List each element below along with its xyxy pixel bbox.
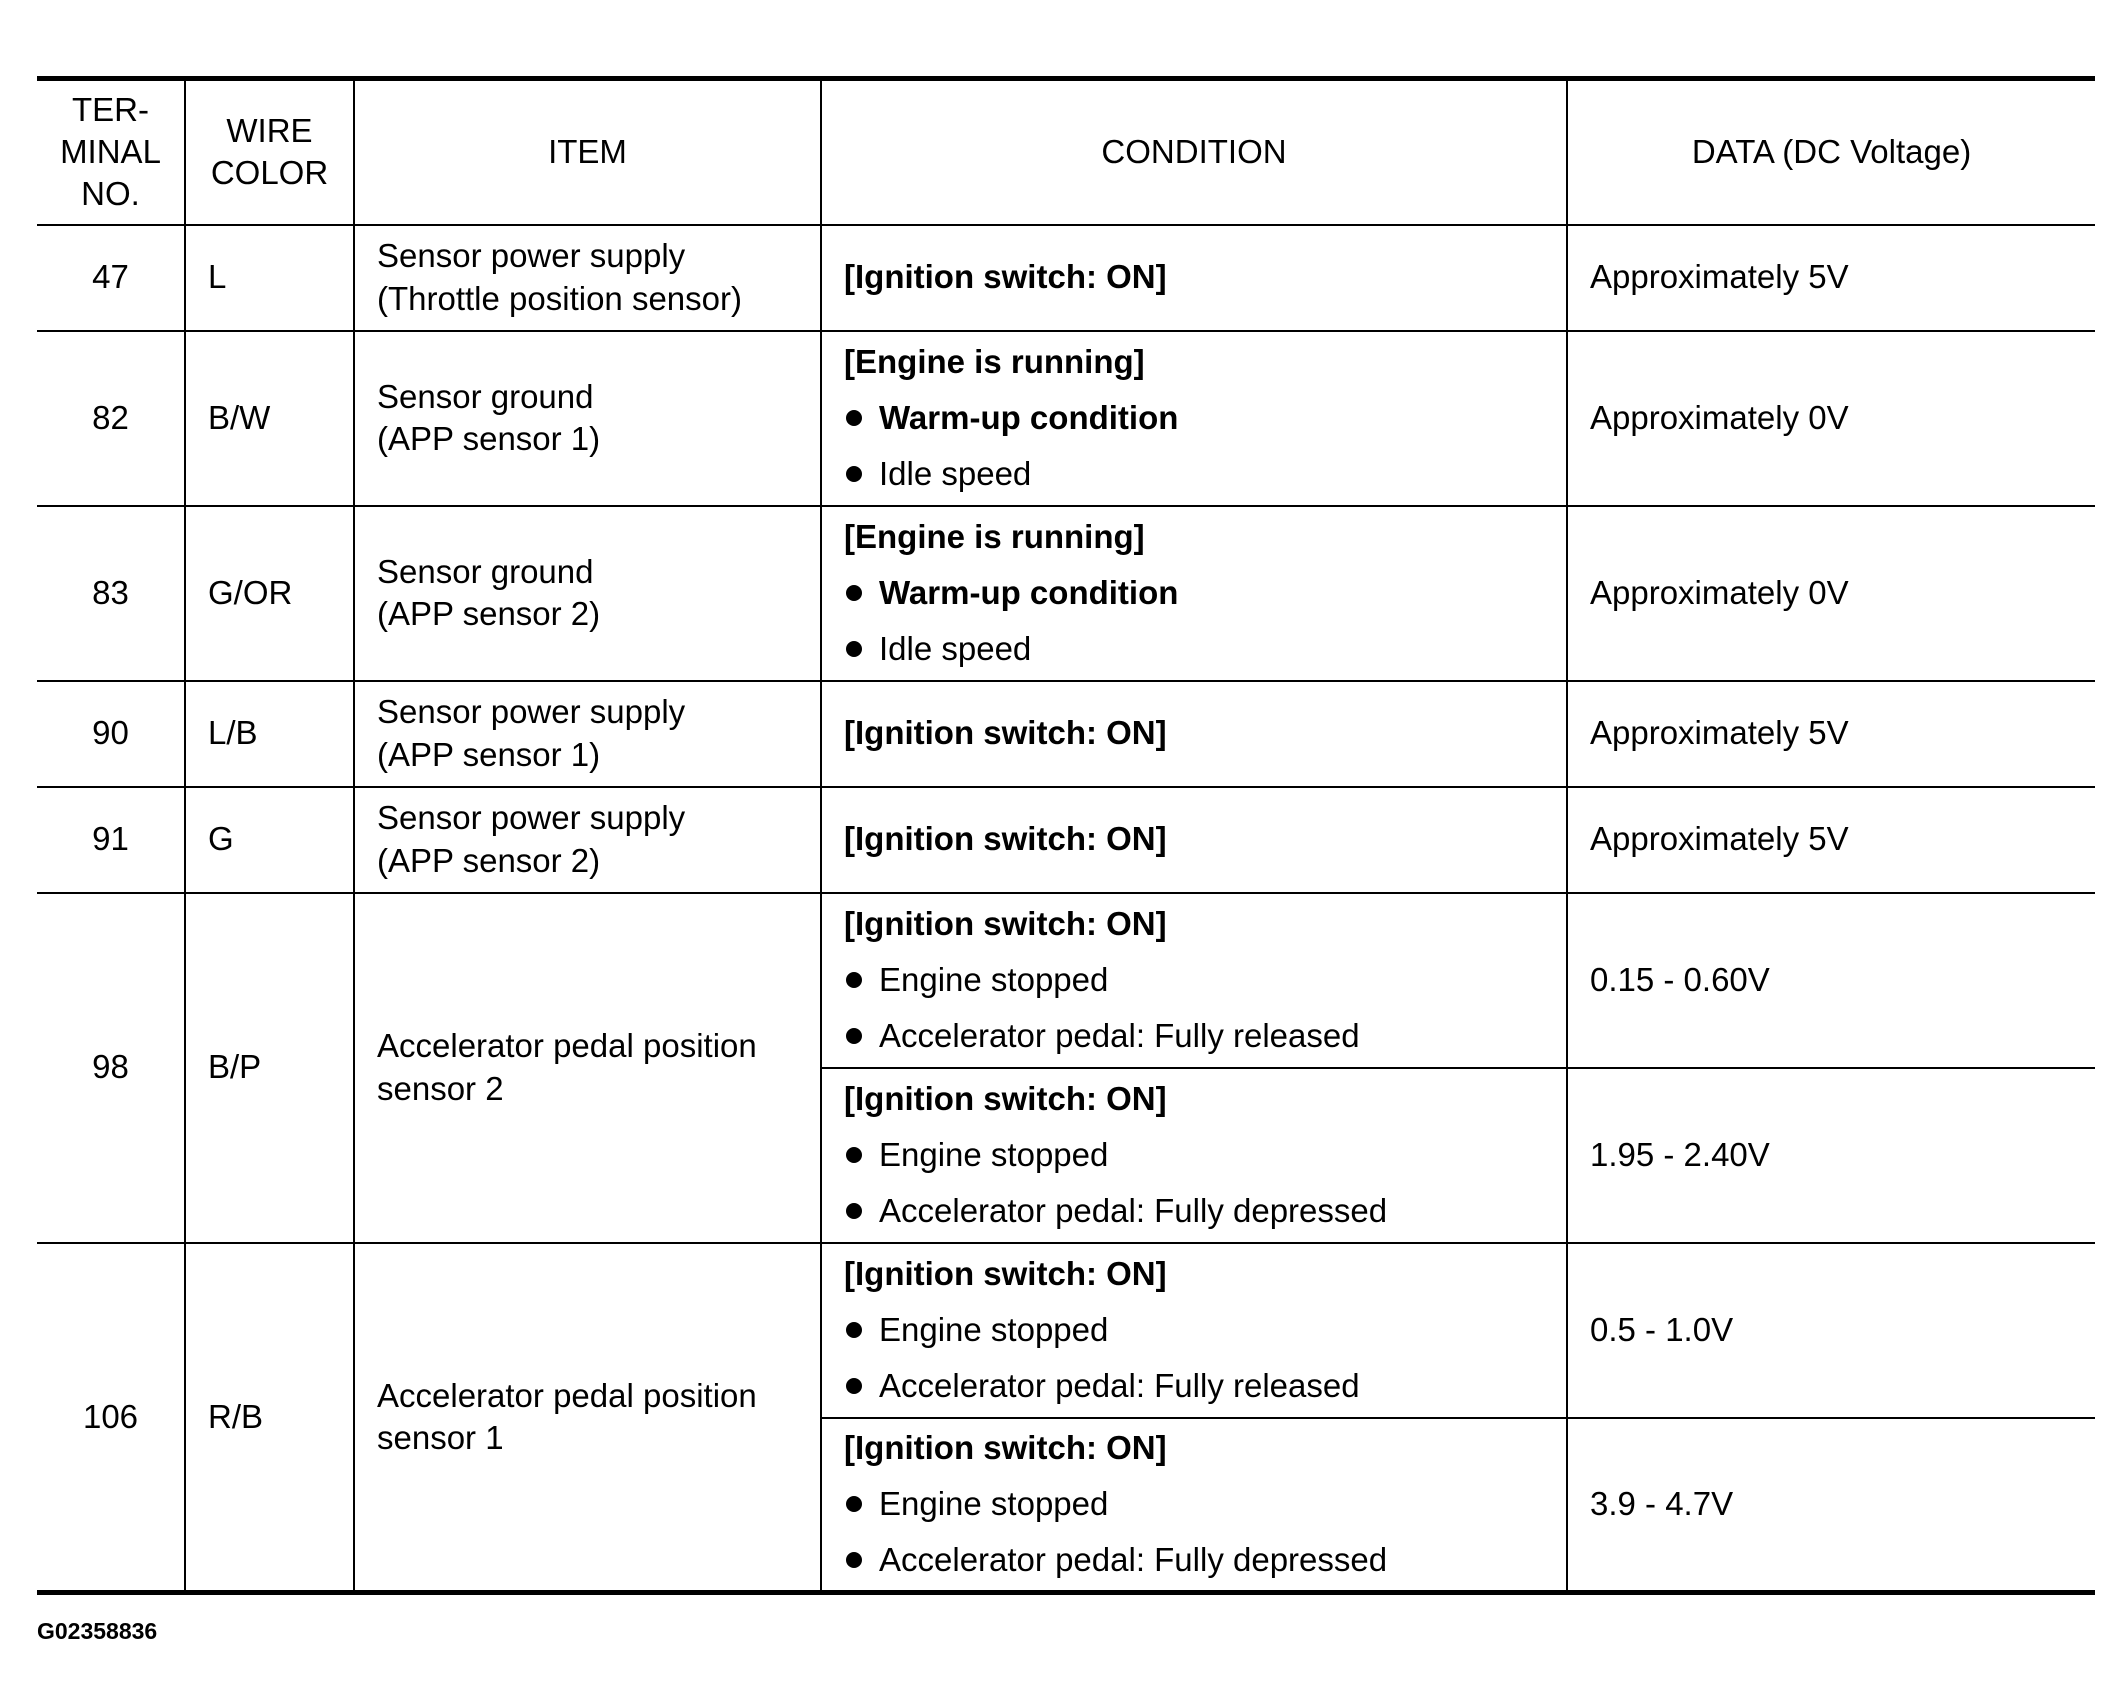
condition-header: [Ignition switch: ON] <box>844 1079 1167 1117</box>
item-line: (APP sensor 2) <box>377 595 601 632</box>
bullet-dot-icon <box>846 1496 862 1512</box>
item-line: sensor 1 <box>377 1418 504 1456</box>
table-header <box>37 79 2095 225</box>
condition-bullet <box>844 1539 1544 1581</box>
condition-cell <box>821 331 1567 506</box>
bullet-dot-icon <box>846 410 862 426</box>
condition-bullet-text: Warm-up condition <box>879 573 1179 611</box>
wire-color-cell: R/B <box>185 1243 354 1593</box>
terminal-no-cell: 91 <box>37 787 185 893</box>
header-line: WIRE <box>226 112 313 150</box>
condition-header: [Ignition switch: ON] <box>844 1254 1167 1292</box>
item-cell <box>354 787 821 893</box>
terminal-data-table <box>37 76 2095 1595</box>
condition-bullet-text: Idle speed <box>879 455 1032 493</box>
data-voltage-cell: Approximately 5V <box>1567 681 2095 787</box>
condition-bullet <box>844 1134 1544 1176</box>
table-row <box>37 893 2095 1068</box>
wire-color-cell: G/OR <box>185 506 354 681</box>
terminal-data-table-container <box>37 76 2095 1595</box>
item-line: (APP sensor 1) <box>377 420 601 457</box>
condition-bullet-text: Warm-up condition <box>879 398 1179 436</box>
condition-cell <box>821 787 1567 893</box>
wire-color-cell: B/P <box>185 893 354 1243</box>
condition-header: [Ignition switch: ON] <box>844 904 1167 942</box>
condition-bullet-text: Accelerator pedal: Fully released <box>879 1367 1360 1405</box>
condition-header: [Ignition switch: ON] <box>844 820 1167 858</box>
table-row <box>37 225 2095 331</box>
item-line: sensor 2 <box>377 1069 504 1107</box>
header-line: MINAL <box>60 133 161 171</box>
condition-bullet <box>844 1483 1544 1525</box>
wire-color-cell: L <box>185 225 354 331</box>
item-line: Sensor power supply <box>377 799 686 837</box>
item-line: Sensor power supply <box>377 693 686 731</box>
data-voltage-cell: Approximately 5V <box>1567 225 2095 331</box>
bullet-dot-icon <box>846 972 862 988</box>
header-line: NO. <box>81 175 140 213</box>
condition-header: [Ignition switch: ON] <box>844 714 1167 752</box>
header-data <box>1567 79 2095 225</box>
condition-cell <box>821 893 1567 1068</box>
table-row <box>37 331 2095 506</box>
header-condition <box>821 79 1567 225</box>
condition-bullet-text: Accelerator pedal: Fully released <box>879 1017 1360 1055</box>
condition-cell <box>821 506 1567 681</box>
bullet-dot-icon <box>846 466 862 482</box>
header-line: ITEM <box>548 133 627 171</box>
header-line: CONDITION <box>1101 133 1287 171</box>
condition-bullet-text: Engine stopped <box>879 1485 1109 1523</box>
data-voltage-cell: 1.95 - 2.40V <box>1567 1068 2095 1243</box>
data-voltage-cell: 0.15 - 0.60V <box>1567 893 2095 1068</box>
header-item <box>354 79 821 225</box>
wire-color-cell: L/B <box>185 681 354 787</box>
condition-header: [Engine is running] <box>844 517 1145 555</box>
item-line: (APP sensor 2) <box>377 841 601 879</box>
item-cell <box>354 681 821 787</box>
header-terminal-no <box>37 79 185 225</box>
item-line: Sensor power supply <box>377 237 686 275</box>
item-line: (Throttle position sensor) <box>377 279 742 317</box>
terminal-no-cell: 90 <box>37 681 185 787</box>
item-line: Accelerator pedal position <box>377 1376 757 1414</box>
condition-bullet <box>844 572 1544 614</box>
item-cell <box>354 1243 821 1593</box>
condition-bullet <box>844 397 1544 439</box>
wire-color-cell: G <box>185 787 354 893</box>
condition-cell <box>821 225 1567 331</box>
terminal-no-cell: 82 <box>37 331 185 506</box>
item-cell <box>354 225 821 331</box>
condition-bullet <box>844 1309 1544 1351</box>
bullet-dot-icon <box>846 1322 862 1338</box>
figure-code: G02358836 <box>37 1618 158 1644</box>
item-line: Accelerator pedal position <box>377 1027 757 1065</box>
condition-bullet <box>844 959 1544 1001</box>
item-cell <box>354 331 821 506</box>
condition-bullet-text: Engine stopped <box>879 960 1109 998</box>
condition-bullet-text: Engine stopped <box>879 1135 1109 1173</box>
terminal-no-cell: 47 <box>37 225 185 331</box>
item-line: (APP sensor 1) <box>377 735 601 773</box>
header-line: TER- <box>72 90 149 128</box>
header-line: COLOR <box>210 154 329 192</box>
header-line: DATA (DC Voltage) <box>1691 133 1972 171</box>
bullet-dot-icon <box>846 1203 862 1219</box>
condition-cell <box>821 1418 1567 1593</box>
bullet-dot-icon <box>846 1378 862 1394</box>
data-voltage-cell: Approximately 5V <box>1567 787 2095 893</box>
condition-bullet <box>844 453 1544 495</box>
condition-cell <box>821 1243 1567 1418</box>
data-voltage-cell: Approximately 0V <box>1567 506 2095 681</box>
condition-header: [Engine is running] <box>844 342 1145 380</box>
condition-header: [Ignition switch: ON] <box>844 258 1167 296</box>
data-voltage-cell: 0.5 - 1.0V <box>1567 1243 2095 1418</box>
condition-bullet-text: Accelerator pedal: Fully depressed <box>879 1192 1388 1230</box>
condition-cell <box>821 1068 1567 1243</box>
bullet-dot-icon <box>846 1028 862 1044</box>
table-row <box>37 787 2095 893</box>
terminal-no-cell: 83 <box>37 506 185 681</box>
item-cell <box>354 506 821 681</box>
table-row <box>37 1243 2095 1418</box>
item-line: Sensor ground <box>377 377 594 415</box>
item-cell <box>354 893 821 1243</box>
condition-bullet <box>844 1365 1544 1407</box>
table-row <box>37 506 2095 681</box>
condition-bullet-text: Accelerator pedal: Fully depressed <box>879 1541 1388 1579</box>
header-wire-color <box>185 79 354 225</box>
condition-bullet-text: Idle speed <box>879 630 1032 668</box>
terminal-no-cell: 98 <box>37 893 185 1243</box>
table-body <box>37 225 2095 1593</box>
table-row <box>37 681 2095 787</box>
data-voltage-cell: Approximately 0V <box>1567 331 2095 506</box>
data-voltage-cell: 3.9 - 4.7V <box>1567 1418 2095 1593</box>
condition-header: [Ignition switch: ON] <box>844 1428 1167 1466</box>
wire-color-cell: B/W <box>185 331 354 506</box>
item-line: Sensor ground <box>377 552 594 590</box>
terminal-no-cell: 106 <box>37 1243 185 1593</box>
condition-bullet <box>844 628 1544 670</box>
bullet-dot-icon <box>846 585 862 601</box>
bullet-dot-icon <box>846 1552 862 1568</box>
condition-bullet-text: Engine stopped <box>879 1310 1109 1348</box>
bullet-dot-icon <box>846 641 862 657</box>
condition-cell <box>821 681 1567 787</box>
condition-bullet <box>844 1190 1544 1232</box>
bullet-dot-icon <box>846 1147 862 1163</box>
condition-bullet <box>844 1015 1544 1057</box>
